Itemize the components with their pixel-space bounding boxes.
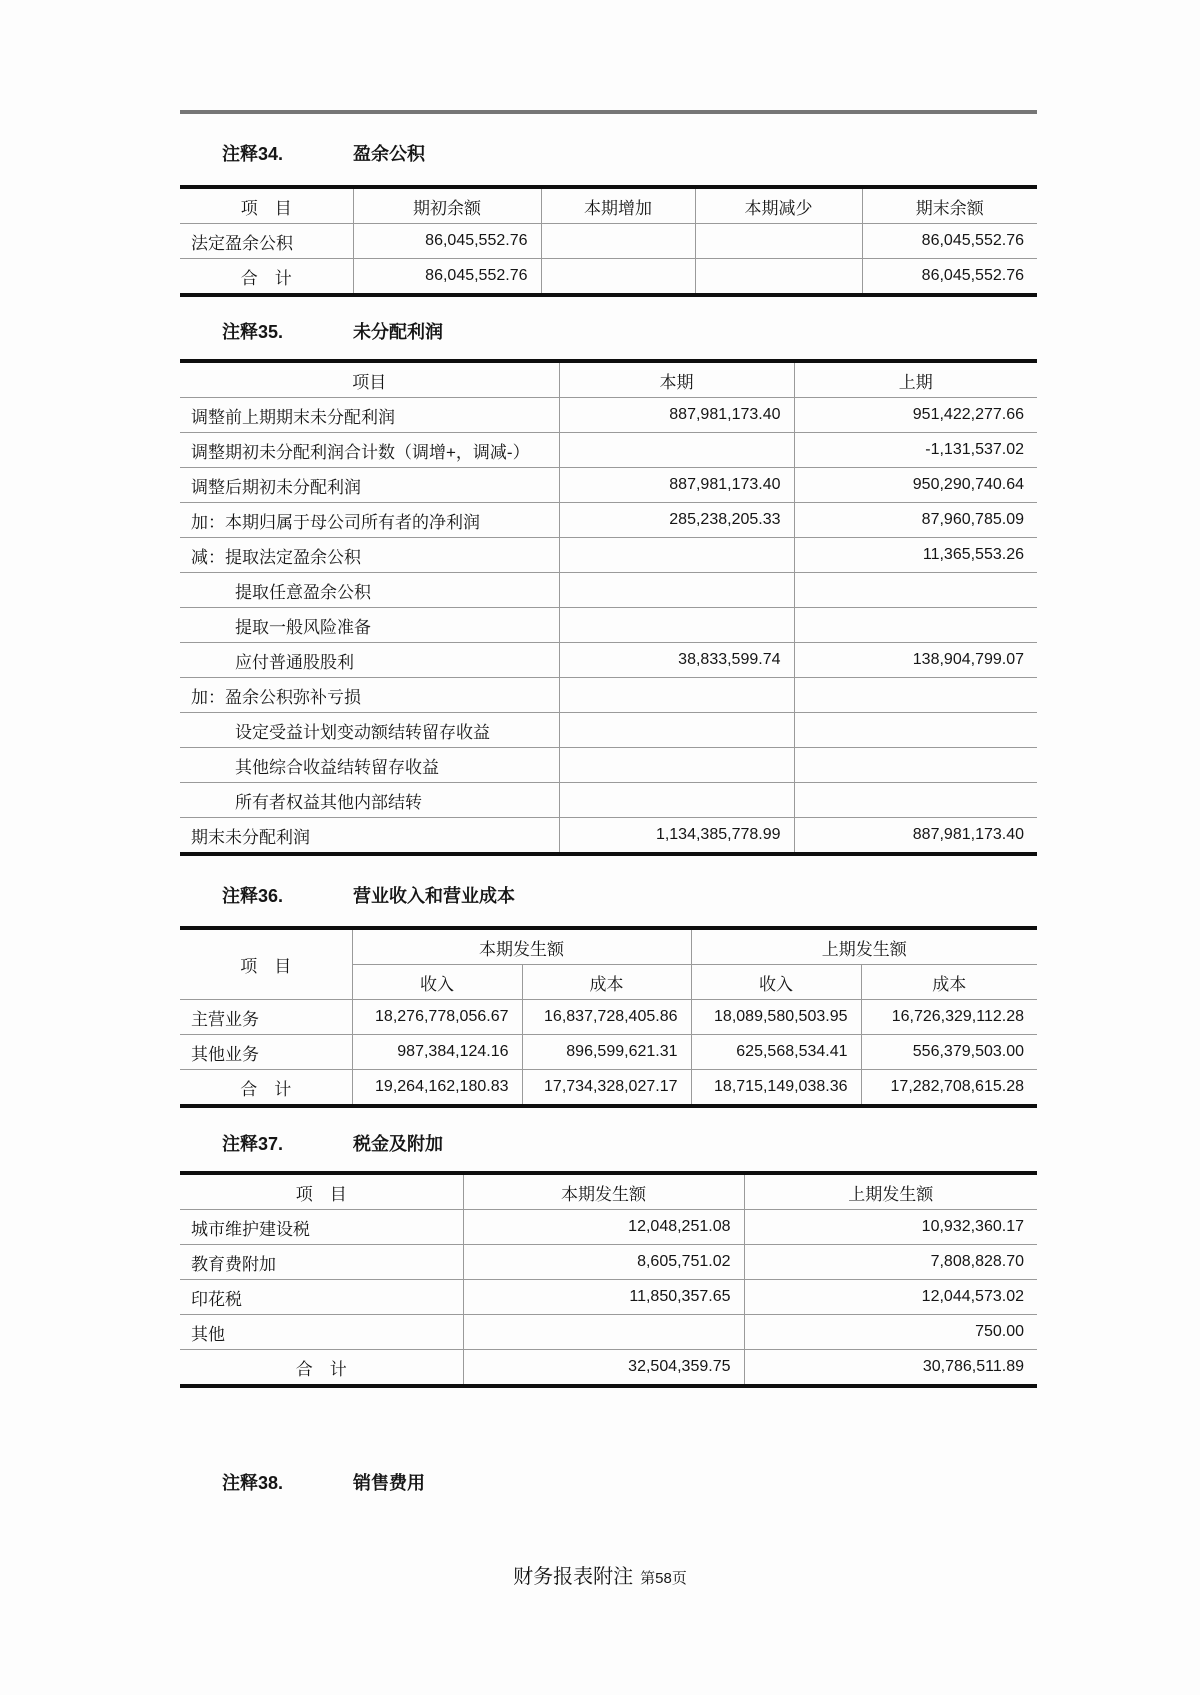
table-row (180, 1000, 1037, 1035)
table-row (180, 608, 1037, 643)
row-label-cell: 提取任意盈余公积 (180, 573, 559, 608)
value-cell: 86,045,552.76 (862, 224, 1037, 259)
table-header-row (180, 189, 1037, 224)
row-label-cell: 城市维护建设税 (180, 1210, 463, 1245)
page-footer (25, 1560, 1175, 1589)
note37-heading (222, 1132, 443, 1156)
note37-number: 注释37. (222, 1134, 284, 1154)
col-header: 本期发生额 (463, 1175, 744, 1210)
table-row (180, 433, 1037, 468)
value-cell: 750.00 (744, 1315, 1037, 1350)
note36-title: 营业收入和营业成本 (353, 886, 515, 906)
value-cell (559, 748, 794, 783)
value-cell (463, 1315, 744, 1350)
row-label-cell: 其他 (180, 1315, 463, 1350)
footer-title: 财务报表附注 (513, 1566, 634, 1588)
value-cell: 87,960,785.09 (794, 503, 1037, 538)
value-cell (794, 713, 1037, 748)
col-header: 本期 (559, 363, 794, 398)
note36-heading (222, 884, 515, 908)
value-cell (794, 573, 1037, 608)
value-cell (794, 748, 1037, 783)
col-subheader: 成本 (522, 965, 691, 1000)
table-row (180, 678, 1037, 713)
value-cell: 38,833,599.74 (559, 643, 794, 678)
note36-table (180, 926, 1037, 1108)
taxes-surcharges-table (180, 1175, 1037, 1384)
value-cell: 17,282,708,615.28 (861, 1070, 1037, 1105)
value-cell: 8,605,751.02 (463, 1245, 744, 1280)
value-cell: 887,981,173.40 (559, 468, 794, 503)
value-cell: 30,786,511.89 (744, 1350, 1037, 1385)
table-row (180, 224, 1037, 259)
row-label-cell: 印花税 (180, 1280, 463, 1315)
value-cell (794, 608, 1037, 643)
col-header: 本期减少 (695, 189, 862, 224)
table-total-row (180, 259, 1037, 294)
table-row (180, 398, 1037, 433)
col-header: 项 目 (180, 189, 353, 224)
value-cell: 86,045,552.76 (862, 259, 1037, 294)
table-row (180, 1280, 1037, 1315)
row-label-cell: 调整后期初未分配利润 (180, 468, 559, 503)
note38-title: 销售费用 (353, 1473, 425, 1493)
row-label-cell: 其他综合收益结转留存收益 (180, 748, 559, 783)
value-cell: 86,045,552.76 (353, 259, 541, 294)
col-subheader: 成本 (861, 965, 1037, 1000)
table-header-row (180, 363, 1037, 398)
value-cell: 86,045,552.76 (353, 224, 541, 259)
value-cell: 138,904,799.07 (794, 643, 1037, 678)
table-header-row (180, 930, 1037, 965)
value-cell: 18,715,149,038.36 (691, 1070, 861, 1105)
table-row (180, 1035, 1037, 1070)
value-cell (559, 608, 794, 643)
value-cell (794, 783, 1037, 818)
table-row (180, 1245, 1037, 1280)
col-header: 项 目 (180, 930, 352, 1000)
revenue-cost-table (180, 930, 1037, 1104)
value-cell (559, 573, 794, 608)
undistributed-profit-table (180, 363, 1037, 852)
col-subheader: 收入 (691, 965, 861, 1000)
note34-heading (222, 142, 425, 166)
value-cell (559, 678, 794, 713)
value-cell (559, 433, 794, 468)
table-total-row (180, 1350, 1037, 1385)
value-cell (559, 538, 794, 573)
value-cell: 18,089,580,503.95 (691, 1000, 861, 1035)
table-row (180, 503, 1037, 538)
row-label-cell: 提取一般风险准备 (180, 608, 559, 643)
row-label-cell: 期末未分配利润 (180, 818, 559, 853)
col-header: 项 目 (180, 1175, 463, 1210)
col-group-header: 上期发生额 (691, 930, 1037, 965)
surplus-reserve-table (180, 189, 1037, 293)
value-cell: 285,238,205.33 (559, 503, 794, 538)
note38-number: 注释38. (222, 1473, 284, 1493)
value-cell: 951,422,277.66 (794, 398, 1037, 433)
row-label-cell: 其他业务 (180, 1035, 352, 1070)
row-label-cell: 主营业务 (180, 1000, 352, 1035)
table-row (180, 468, 1037, 503)
value-cell: 556,379,503.00 (861, 1035, 1037, 1070)
value-cell: -1,131,537.02 (794, 433, 1037, 468)
table-row (180, 573, 1037, 608)
col-header: 期初余额 (353, 189, 541, 224)
value-cell: 11,365,553.26 (794, 538, 1037, 573)
row-label-cell: 合 计 (180, 1070, 352, 1105)
col-subheader: 收入 (352, 965, 522, 1000)
value-cell (541, 259, 695, 294)
row-label-cell: 应付普通股股利 (180, 643, 559, 678)
row-label-cell: 减：提取法定盈余公积 (180, 538, 559, 573)
value-cell: 18,276,778,056.67 (352, 1000, 522, 1035)
value-cell: 17,734,328,027.17 (522, 1070, 691, 1105)
note35-heading (222, 320, 443, 344)
header-rule (180, 110, 1037, 114)
row-label-cell: 加：本期归属于母公司所有者的净利润 (180, 503, 559, 538)
table-row (180, 538, 1037, 573)
row-label-cell: 设定受益计划变动额结转留存收益 (180, 713, 559, 748)
note36-number: 注释36. (222, 886, 284, 906)
col-header: 上期发生额 (744, 1175, 1037, 1210)
note35-number: 注释35. (222, 322, 284, 342)
note34-title: 盈余公积 (353, 144, 425, 164)
value-cell: 16,837,728,405.86 (522, 1000, 691, 1035)
value-cell (541, 224, 695, 259)
col-group-header: 本期发生额 (352, 930, 691, 965)
note34-number: 注释34. (222, 144, 284, 164)
value-cell: 987,384,124.16 (352, 1035, 522, 1070)
note35-title: 未分配利润 (353, 322, 443, 342)
value-cell: 19,264,162,180.83 (352, 1070, 522, 1105)
row-label-cell: 调整期初未分配利润合计数（调增+，调减-） (180, 433, 559, 468)
col-header: 期末余额 (862, 189, 1037, 224)
row-label-cell: 合 计 (180, 259, 353, 294)
value-cell: 625,568,534.41 (691, 1035, 861, 1070)
col-header: 本期增加 (541, 189, 695, 224)
note37-title: 税金及附加 (353, 1134, 443, 1154)
value-cell (559, 713, 794, 748)
table-row (180, 713, 1037, 748)
value-cell: 11,850,357.65 (463, 1280, 744, 1315)
table-total-row (180, 1070, 1037, 1105)
note35-table (180, 359, 1037, 856)
col-header: 上期 (794, 363, 1037, 398)
row-label-cell: 合 计 (180, 1350, 463, 1385)
col-header: 项目 (180, 363, 559, 398)
table-row (180, 1210, 1037, 1245)
value-cell: 32,504,359.75 (463, 1350, 744, 1385)
value-cell: 16,726,329,112.28 (861, 1000, 1037, 1035)
note38-heading (222, 1471, 425, 1495)
value-cell: 896,599,621.31 (522, 1035, 691, 1070)
footer-page-number: 第58页 (640, 1570, 687, 1587)
row-label-cell: 法定盈余公积 (180, 224, 353, 259)
table-row (180, 748, 1037, 783)
row-label-cell: 加：盈余公积弥补亏损 (180, 678, 559, 713)
value-cell: 887,981,173.40 (559, 398, 794, 433)
table-row (180, 783, 1037, 818)
value-cell: 10,932,360.17 (744, 1210, 1037, 1245)
value-cell (559, 783, 794, 818)
value-cell: 950,290,740.64 (794, 468, 1037, 503)
value-cell: 12,048,251.08 (463, 1210, 744, 1245)
value-cell (794, 678, 1037, 713)
note34-table (180, 185, 1037, 297)
row-label-cell: 调整前上期期末未分配利润 (180, 398, 559, 433)
value-cell: 1,134,385,778.99 (559, 818, 794, 853)
value-cell (695, 224, 862, 259)
table-header-row (180, 1175, 1037, 1210)
table-row (180, 643, 1037, 678)
table-row (180, 1315, 1037, 1350)
value-cell (695, 259, 862, 294)
value-cell: 12,044,573.02 (744, 1280, 1037, 1315)
row-label-cell: 教育费附加 (180, 1245, 463, 1280)
row-label-cell: 所有者权益其他内部结转 (180, 783, 559, 818)
value-cell: 887,981,173.40 (794, 818, 1037, 853)
table-row (180, 818, 1037, 853)
value-cell: 7,808,828.70 (744, 1245, 1037, 1280)
note37-table (180, 1171, 1037, 1388)
